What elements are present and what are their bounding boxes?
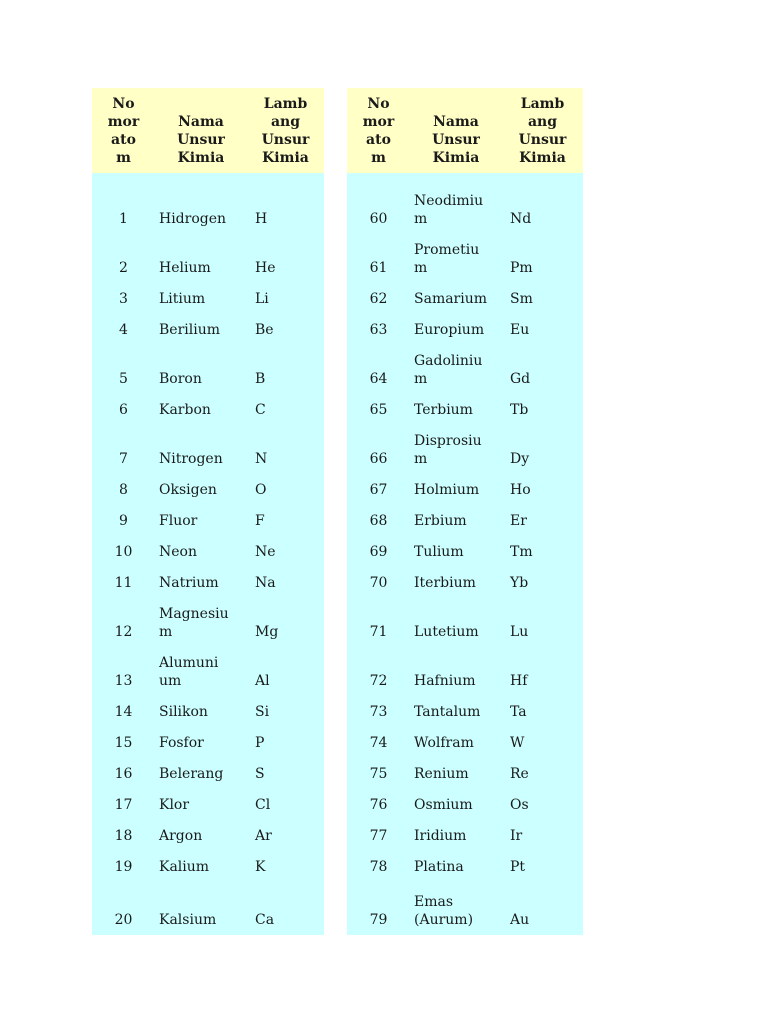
- table-row: [347, 694, 583, 725]
- element-name-cell: Iterbium: [410, 565, 502, 596]
- atomic-number-cell: 61: [347, 232, 410, 281]
- element-symbol-cell: Na: [247, 565, 324, 596]
- table-row: [92, 880, 324, 935]
- element-symbol-cell: Yb: [502, 565, 583, 596]
- header-element-symbol: Lamb ang Unsur Kimia: [502, 88, 583, 173]
- elements-table-left: [92, 88, 324, 935]
- table-row: [347, 787, 583, 818]
- table-row: [347, 281, 583, 312]
- atomic-number-cell: 16: [92, 756, 155, 787]
- table-row: [347, 343, 583, 392]
- element-name-cell: Iridium: [410, 818, 502, 849]
- element-symbol-cell: N: [247, 423, 324, 472]
- element-name-cell: Gadoliniu m: [410, 343, 502, 392]
- atomic-number-cell: 79: [347, 880, 410, 935]
- element-symbol-cell: F: [247, 503, 324, 534]
- atomic-number-cell: 3: [92, 281, 155, 312]
- element-symbol-cell: K: [247, 849, 324, 880]
- table-body-left: [92, 173, 324, 935]
- table-row: [347, 849, 583, 880]
- element-symbol-cell: C: [247, 392, 324, 423]
- element-name-cell: Kalsium: [155, 880, 247, 935]
- element-symbol-cell: Hf: [502, 645, 583, 694]
- table-row: [347, 645, 583, 694]
- element-name-cell: Oksigen: [155, 472, 247, 503]
- element-symbol-cell: W: [502, 725, 583, 756]
- element-name-cell: Kalium: [155, 849, 247, 880]
- table-row: [347, 232, 583, 281]
- header-element-name: Nama Unsur Kimia: [155, 88, 247, 173]
- element-name-cell: Terbium: [410, 392, 502, 423]
- table-row: [92, 472, 324, 503]
- atomic-number-cell: 67: [347, 472, 410, 503]
- atomic-number-cell: 2: [92, 232, 155, 281]
- element-symbol-cell: Tb: [502, 392, 583, 423]
- element-symbol-cell: Tm: [502, 534, 583, 565]
- element-name-cell: Erbium: [410, 503, 502, 534]
- element-name-cell: Boron: [155, 343, 247, 392]
- atomic-number-cell: 12: [92, 596, 155, 645]
- atomic-number-cell: 78: [347, 849, 410, 880]
- table-row: [347, 534, 583, 565]
- atomic-number-cell: 20: [92, 880, 155, 935]
- header-element-symbol: Lamb ang Unsur Kimia: [247, 88, 324, 173]
- element-name-cell: Berilium: [155, 312, 247, 343]
- element-name-cell: Samarium: [410, 281, 502, 312]
- atomic-number-cell: 7: [92, 423, 155, 472]
- element-symbol-cell: Ho: [502, 472, 583, 503]
- element-name-cell: Argon: [155, 818, 247, 849]
- atomic-number-cell: 77: [347, 818, 410, 849]
- element-name-cell: Fosfor: [155, 725, 247, 756]
- element-symbol-cell: Mg: [247, 596, 324, 645]
- element-name-cell: Litium: [155, 281, 247, 312]
- element-name-cell: Prometiu m: [410, 232, 502, 281]
- element-symbol-cell: Li: [247, 281, 324, 312]
- atomic-number-cell: 63: [347, 312, 410, 343]
- elements-table-right: [347, 88, 583, 935]
- table-row: [347, 725, 583, 756]
- atomic-number-cell: 9: [92, 503, 155, 534]
- atomic-number-cell: 69: [347, 534, 410, 565]
- table-row: [92, 423, 324, 472]
- atomic-number-cell: 62: [347, 281, 410, 312]
- element-symbol-cell: He: [247, 232, 324, 281]
- element-symbol-cell: B: [247, 343, 324, 392]
- table-header-row: [347, 88, 583, 173]
- atomic-number-cell: 65: [347, 392, 410, 423]
- table-row: [92, 534, 324, 565]
- header-element-name: Nama Unsur Kimia: [410, 88, 502, 173]
- table-row: [92, 849, 324, 880]
- atomic-number-cell: 71: [347, 596, 410, 645]
- table-header-row: [92, 88, 324, 173]
- table-row: [347, 472, 583, 503]
- element-name-cell: Renium: [410, 756, 502, 787]
- atomic-number-cell: 5: [92, 343, 155, 392]
- element-name-cell: Lutetium: [410, 596, 502, 645]
- element-name-cell: Tulium: [410, 534, 502, 565]
- element-symbol-cell: H: [247, 173, 324, 232]
- element-name-cell: Osmium: [410, 787, 502, 818]
- element-symbol-cell: Ar: [247, 818, 324, 849]
- element-symbol-cell: Ca: [247, 880, 324, 935]
- header-atomic-number: No mor ato m: [92, 88, 155, 173]
- element-name-cell: Silikon: [155, 694, 247, 725]
- element-name-cell: Magnesiu m: [155, 596, 247, 645]
- element-symbol-cell: P: [247, 725, 324, 756]
- table-row: [347, 423, 583, 472]
- element-symbol-cell: S: [247, 756, 324, 787]
- atomic-number-cell: 66: [347, 423, 410, 472]
- element-symbol-cell: Gd: [502, 343, 583, 392]
- table-row: [92, 596, 324, 645]
- table-row: [92, 787, 324, 818]
- atomic-number-cell: 4: [92, 312, 155, 343]
- element-name-cell: Hidrogen: [155, 173, 247, 232]
- element-name-cell: Alumuni um: [155, 645, 247, 694]
- element-name-cell: Nitrogen: [155, 423, 247, 472]
- element-name-cell: Emas (Aurum): [410, 880, 502, 935]
- element-symbol-cell: Ta: [502, 694, 583, 725]
- header-atomic-number: No mor ato m: [347, 88, 410, 173]
- table-row: [347, 503, 583, 534]
- table-row: [347, 565, 583, 596]
- table-row: [92, 343, 324, 392]
- element-symbol-cell: Re: [502, 756, 583, 787]
- atomic-number-cell: 17: [92, 787, 155, 818]
- atomic-number-cell: 8: [92, 472, 155, 503]
- atomic-number-cell: 76: [347, 787, 410, 818]
- element-name-cell: Disprosiu m: [410, 423, 502, 472]
- table-row: [92, 565, 324, 596]
- element-symbol-cell: Dy: [502, 423, 583, 472]
- element-name-cell: Wolfram: [410, 725, 502, 756]
- element-name-cell: Klor: [155, 787, 247, 818]
- element-name-cell: Natrium: [155, 565, 247, 596]
- atomic-number-cell: 10: [92, 534, 155, 565]
- element-symbol-cell: Os: [502, 787, 583, 818]
- atomic-number-cell: 14: [92, 694, 155, 725]
- element-symbol-cell: Lu: [502, 596, 583, 645]
- element-name-cell: Hafnium: [410, 645, 502, 694]
- table-row: [92, 756, 324, 787]
- element-symbol-cell: Au: [502, 880, 583, 935]
- element-name-cell: Belerang: [155, 756, 247, 787]
- table-row: [92, 312, 324, 343]
- element-name-cell: Helium: [155, 232, 247, 281]
- element-symbol-cell: Ne: [247, 534, 324, 565]
- element-symbol-cell: Nd: [502, 173, 583, 232]
- atomic-number-cell: 64: [347, 343, 410, 392]
- table-row: [92, 818, 324, 849]
- table-row: [92, 645, 324, 694]
- table-row: [92, 725, 324, 756]
- atomic-number-cell: 18: [92, 818, 155, 849]
- element-name-cell: Europium: [410, 312, 502, 343]
- table-row: [347, 392, 583, 423]
- table-row: [92, 281, 324, 312]
- element-symbol-cell: Cl: [247, 787, 324, 818]
- element-symbol-cell: Al: [247, 645, 324, 694]
- atomic-number-cell: 74: [347, 725, 410, 756]
- table-row: [347, 312, 583, 343]
- table-row: [347, 756, 583, 787]
- element-symbol-cell: Ir: [502, 818, 583, 849]
- table-body-right: [347, 173, 583, 935]
- element-symbol-cell: Be: [247, 312, 324, 343]
- table-row: [92, 232, 324, 281]
- atomic-number-cell: 68: [347, 503, 410, 534]
- element-name-cell: Fluor: [155, 503, 247, 534]
- table-row: [92, 392, 324, 423]
- atomic-number-cell: 13: [92, 645, 155, 694]
- element-name-cell: Karbon: [155, 392, 247, 423]
- element-symbol-cell: Pm: [502, 232, 583, 281]
- table-row: [92, 503, 324, 534]
- atomic-number-cell: 72: [347, 645, 410, 694]
- table-row: [347, 596, 583, 645]
- atomic-number-cell: 15: [92, 725, 155, 756]
- element-symbol-cell: Sm: [502, 281, 583, 312]
- element-symbol-cell: O: [247, 472, 324, 503]
- atomic-number-cell: 6: [92, 392, 155, 423]
- element-name-cell: Platina: [410, 849, 502, 880]
- element-name-cell: Neodimiu m: [410, 173, 502, 232]
- element-name-cell: Neon: [155, 534, 247, 565]
- table-row: [92, 173, 324, 232]
- atomic-number-cell: 70: [347, 565, 410, 596]
- table-row: [347, 173, 583, 232]
- atomic-number-cell: 11: [92, 565, 155, 596]
- element-symbol-cell: Pt: [502, 849, 583, 880]
- atomic-number-cell: 1: [92, 173, 155, 232]
- atomic-number-cell: 73: [347, 694, 410, 725]
- element-name-cell: Holmium: [410, 472, 502, 503]
- table-row: [347, 818, 583, 849]
- element-name-cell: Tantalum: [410, 694, 502, 725]
- atomic-number-cell: 60: [347, 173, 410, 232]
- table-row: [92, 694, 324, 725]
- atomic-number-cell: 19: [92, 849, 155, 880]
- atomic-number-cell: 75: [347, 756, 410, 787]
- table-row: [347, 880, 583, 935]
- element-symbol-cell: Si: [247, 694, 324, 725]
- element-symbol-cell: Eu: [502, 312, 583, 343]
- element-symbol-cell: Er: [502, 503, 583, 534]
